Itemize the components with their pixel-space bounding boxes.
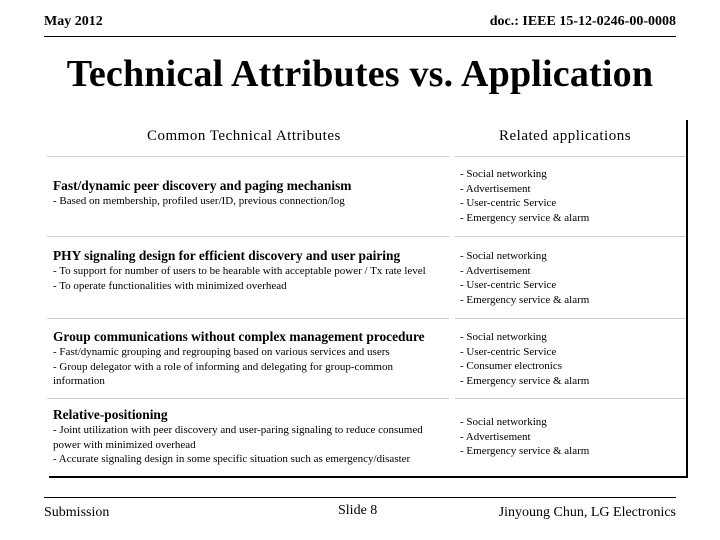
attribute-detail: - To operate functionalities with minimized overhead	[53, 279, 287, 292]
application-item: - Emergency service & alarm	[460, 211, 590, 224]
application-item: - Social networking	[460, 331, 547, 343]
attribute-detail: - Based on membership, profiled user/ID, previous connection/log	[53, 195, 345, 207]
application-item: - Advertisement	[460, 430, 531, 443]
footer-author: Jinyoung Chun, LG Electronics	[498, 505, 676, 520]
attribute-title: Relative-positioning	[53, 407, 168, 422]
application-item: - Emergency service & alarm	[460, 445, 590, 457]
application-item: - Social networking	[460, 168, 547, 180]
application-item: - Emergency service & alarm	[460, 293, 590, 306]
application-item: - Social networking	[460, 250, 547, 262]
applications-cell	[455, 156, 686, 236]
attribute-detail: - Accurate signaling design in some specific situation such as emergency/disaster	[53, 453, 411, 465]
application-item: - User-centric Service	[460, 345, 557, 358]
header-doc-id: doc.: IEEE 15-12-0246-00-0008	[489, 14, 676, 29]
slide-title: Technical Attributes vs. Application	[66, 53, 654, 95]
attribute-cell	[47, 398, 449, 476]
application-item: - Consumer electronics	[460, 360, 563, 372]
attribute-cell	[47, 318, 449, 398]
attribute-title: Fast/dynamic peer discovery and paging mechanism	[53, 178, 352, 193]
table-row	[47, 156, 686, 236]
column-header-applications: Related applications	[499, 128, 632, 144]
attribute-detail: - To support for number of users to be hearable with acceptable power / Tx rate level	[53, 265, 426, 277]
header-date: May 2012	[44, 14, 103, 29]
footer-submission: Submission	[44, 505, 110, 520]
attribute-detail: - Joint utilization with peer discovery and user-paring signaling to reduce consumed power with minimized overhead	[53, 424, 423, 451]
attribute-detail: - Group delegator with a role of informing and delegating for group-common information	[53, 360, 393, 387]
applications-cell	[455, 318, 686, 398]
attribute-detail: - Fast/dynamic grouping and regrouping based on various services and users	[53, 346, 390, 358]
application-item: - Advertisement	[460, 264, 531, 277]
column-header-attributes: Common Technical Attributes	[147, 128, 341, 144]
application-item: - Social networking	[460, 416, 547, 428]
attribute-title: Group communications without complex management procedure	[53, 329, 425, 344]
table-row	[47, 236, 686, 318]
application-item: - Advertisement	[460, 182, 531, 195]
table-row	[47, 318, 686, 398]
applications-cell	[455, 236, 686, 318]
footer-rule	[44, 497, 676, 498]
application-item: - Emergency service & alarm	[460, 374, 590, 387]
attributes-table	[47, 118, 686, 476]
header-rule	[44, 36, 676, 37]
attribute-cell	[47, 236, 449, 318]
footer-slide-number: Slide 8	[338, 503, 378, 518]
table-header-row	[47, 118, 686, 156]
table-row	[47, 398, 686, 476]
applications-cell	[455, 398, 686, 476]
attribute-title: PHY signaling design for efficient discovery and user pairing	[53, 248, 401, 263]
application-item: - User-centric Service	[460, 197, 557, 209]
attribute-cell	[47, 156, 449, 236]
application-item: - User-centric Service	[460, 279, 557, 291]
